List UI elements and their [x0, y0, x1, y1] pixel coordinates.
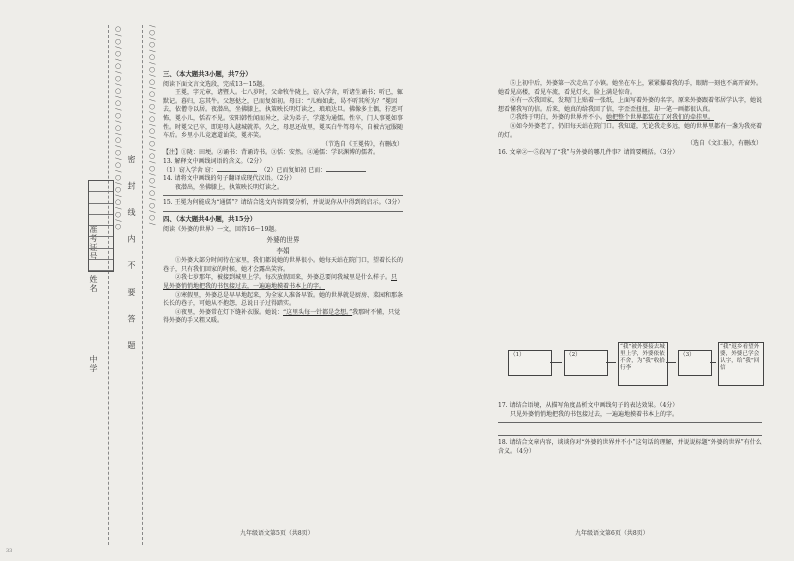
- question-17: 17. 请结合语境，从描写角度品析文中画线句子的表达效果。（4分）: [498, 402, 679, 409]
- flow-box-3[interactable]: （3）: [678, 350, 712, 376]
- underlined-quote: “这里头每一针都是念想。”: [283, 308, 353, 316]
- corner-mark: 33: [6, 548, 13, 554]
- classical-note: 【注】①陇：田埂。②诵书：背诵诗书。③恬：安然。④通儒：学识渊博的儒者。: [163, 149, 380, 157]
- essay-paragraph-3: ③寒假里，外婆总是早早地起来，为全家人准备早饭。她的世界就是厨房、菜园和那条长长的巷子，可她从不抱怨，总说日子过得踏实。: [163, 291, 404, 308]
- flow-box-end: “我”返乡看望外婆，外婆已学会认字，给“我”回信: [718, 342, 764, 386]
- binding-strip: [70, 25, 160, 545]
- page-5: [163, 68, 403, 326]
- q13-answer-2[interactable]: [326, 171, 366, 172]
- dotted-seal-left: ○/○/○/○/○/○/○/○/○/○/○/○/○/○/○/○/○: [114, 25, 122, 232]
- question-17-quote: 只见外婆悄悄地把我的书包接过去，一遍遍地摸着书本上的字。: [510, 410, 679, 418]
- essay-paragraph-4: ④夜里，外婆常在灯下缝补衣服。她说：“这里头每一针都是念想。”我那时不懂，只觉得外婆的手又粗又暖。: [163, 308, 401, 325]
- flow-box-2[interactable]: （2）: [564, 350, 608, 376]
- answer-line[interactable]: [163, 195, 403, 196]
- question-16: 16. 文章②～⑤段写了“我”与外婆的哪几件事？请简要概括。（3分）: [498, 148, 679, 156]
- classical-source: （节选自《王冕传》，有删改）: [321, 140, 403, 148]
- section-4-intro: 阅读《外婆的世界》一文，回答16～19题。: [163, 225, 281, 233]
- essay-paragraph-6: ⑥有一次我回家，发现门上贴着一张纸，上面写着外婆的名字。原来外婆跟着邻居学认字，她说想看懂我写的信。后来，她真的给我回了信，字歪歪扭扭，却一笔一画都很认真。: [498, 97, 763, 113]
- page-6: [498, 80, 762, 157]
- q13-item-2: （2）已而复如初 已而：: [260, 166, 327, 174]
- flow-arrow: [710, 362, 716, 363]
- question-18: 18. 请结合文章内容，谈谈你对“外婆的世界并不小”这句话的理解，并说说标题“外婆的世界”有什么含义。（4分）: [498, 439, 762, 455]
- school-label: 中学: [89, 355, 98, 373]
- dotted-seal-right: /○/○/○/○/○/○/○/○/○/○/○/○/○/○/○/○/: [148, 25, 156, 227]
- essay-paragraph-2: ②我七岁那年，被接到城里上学。每次放假回来，外婆总要问我城里是什么样子。只见外婆悄悄地把我的书包接过去，一遍遍地摸着书本上的字。: [163, 274, 398, 291]
- flow-arrow: [550, 362, 562, 363]
- underlined-sentence: 她把整个世界都装在了对我们的牵挂里。: [606, 114, 715, 122]
- question-14-sentence: 夜潜出，坐佛膝上，执策映长明灯读之。: [175, 183, 284, 191]
- question-13: 13. 解释文中画线词语的含义。（2分）: [163, 157, 266, 165]
- classical-passage: 王冕，字元章，诸暨人。七八岁时，父命牧牛陇上，窃入学舍，听诸生诵书；听已，辄默记。暮归，忘其牛。父怒挞之，已而复如初。母曰：“儿痴如此，曷不听其所为？”冕因去，依僧寺以居。夜潜出，坐佛膝上，执策映长明灯读之，琅琅达旦。佛像多土偶，狞恶可怖，冕小儿，恬若不见。安阳韩性闻而异之，录为弟子，学遂为通儒。性卒，门人事冕如事性。时冕父已卒，即迎母入越城就养。久之，母思还故里，冕买白牛驾母车，自被古冠服随车后。乡里小儿竞遮道讪笑，冕亦笑。: [163, 89, 404, 140]
- flow-arrow: [606, 362, 616, 363]
- essay-paragraph-5: ⑤上初中后，外婆第一次走出了小镇。她坐在车上，紧紧攥着我的手，眼睛一刻也不离开窗外。她看见高楼，看见车流，看见灯火，脸上满是惊奇。: [498, 80, 763, 96]
- name-label: 姓名: [89, 275, 98, 293]
- cut-line: [108, 25, 109, 545]
- exam-number-boxes[interactable]: [88, 180, 114, 272]
- essay-source: （选自《文汇报》，有删改）: [686, 140, 762, 148]
- section-4-heading: 四、（本大题共4小题，共15分）: [163, 214, 257, 223]
- underlined-sentence: 只见外婆悄悄地把我的书包接过去，一遍遍地摸着书本上的字。: [163, 274, 398, 291]
- seal-line: [142, 25, 143, 545]
- exam-number-label: 准考证号: [89, 225, 98, 261]
- question-14: 14. 请将文中画线的句子翻译成现代汉语。（2分）: [163, 175, 296, 183]
- essay-author: 李娟: [276, 246, 290, 255]
- question-16-flowchart: [498, 342, 762, 388]
- essay-paragraph-8: ⑧如今外婆老了，仍旧每天站在院门口。我知道，无论我走多远，她的世界里都有一盏为我亮着的灯。: [498, 122, 763, 139]
- question-15: 15. 王冕为何能成为“通儒”？请结合选文内容简要分析，并说说你从中得到的启示。（3分）: [163, 199, 404, 207]
- answer-line[interactable]: [498, 435, 762, 436]
- section-3-intro: 阅读下面文言文选段，完成13～15题。: [163, 80, 269, 88]
- flow-arrow: [666, 362, 676, 363]
- flow-box-mid: “我”被外婆接去城里上学，外婆依依不舍，为“我”收拾行李: [618, 342, 668, 386]
- answer-line[interactable]: [498, 422, 762, 423]
- essay-paragraph-7: ⑦我终于明白，外婆的世界并不小。她把整个世界都装在了对我们的牵挂里。: [510, 114, 715, 122]
- flow-box-1[interactable]: （1）: [508, 350, 552, 376]
- page-5-footer: 九年级语文第5页（共8页）: [240, 530, 314, 537]
- section-3-heading: 三、（本大题共3小题，共7分）: [163, 70, 252, 78]
- q13-answer-1[interactable]: [217, 171, 257, 172]
- page-6-footer: 九年级语文第6页（共8页）: [575, 530, 649, 537]
- essay-paragraph-1: ①外婆大部分时间待在家里，我们都说她的世界很小。她每天站在院门口，望着长长的巷子，只有我们回家的时候，她才会露出笑容。: [163, 257, 404, 273]
- q13-item-1: （1）窃入学舍 窃：: [163, 166, 217, 174]
- question-13-items: [163, 167, 403, 176]
- seal-text: 密 封 线 内 不 要 答 题: [127, 155, 136, 357]
- essay-title: 外婆的世界: [266, 236, 300, 245]
- page-6-lower: [498, 402, 762, 456]
- answer-line[interactable]: [163, 211, 403, 212]
